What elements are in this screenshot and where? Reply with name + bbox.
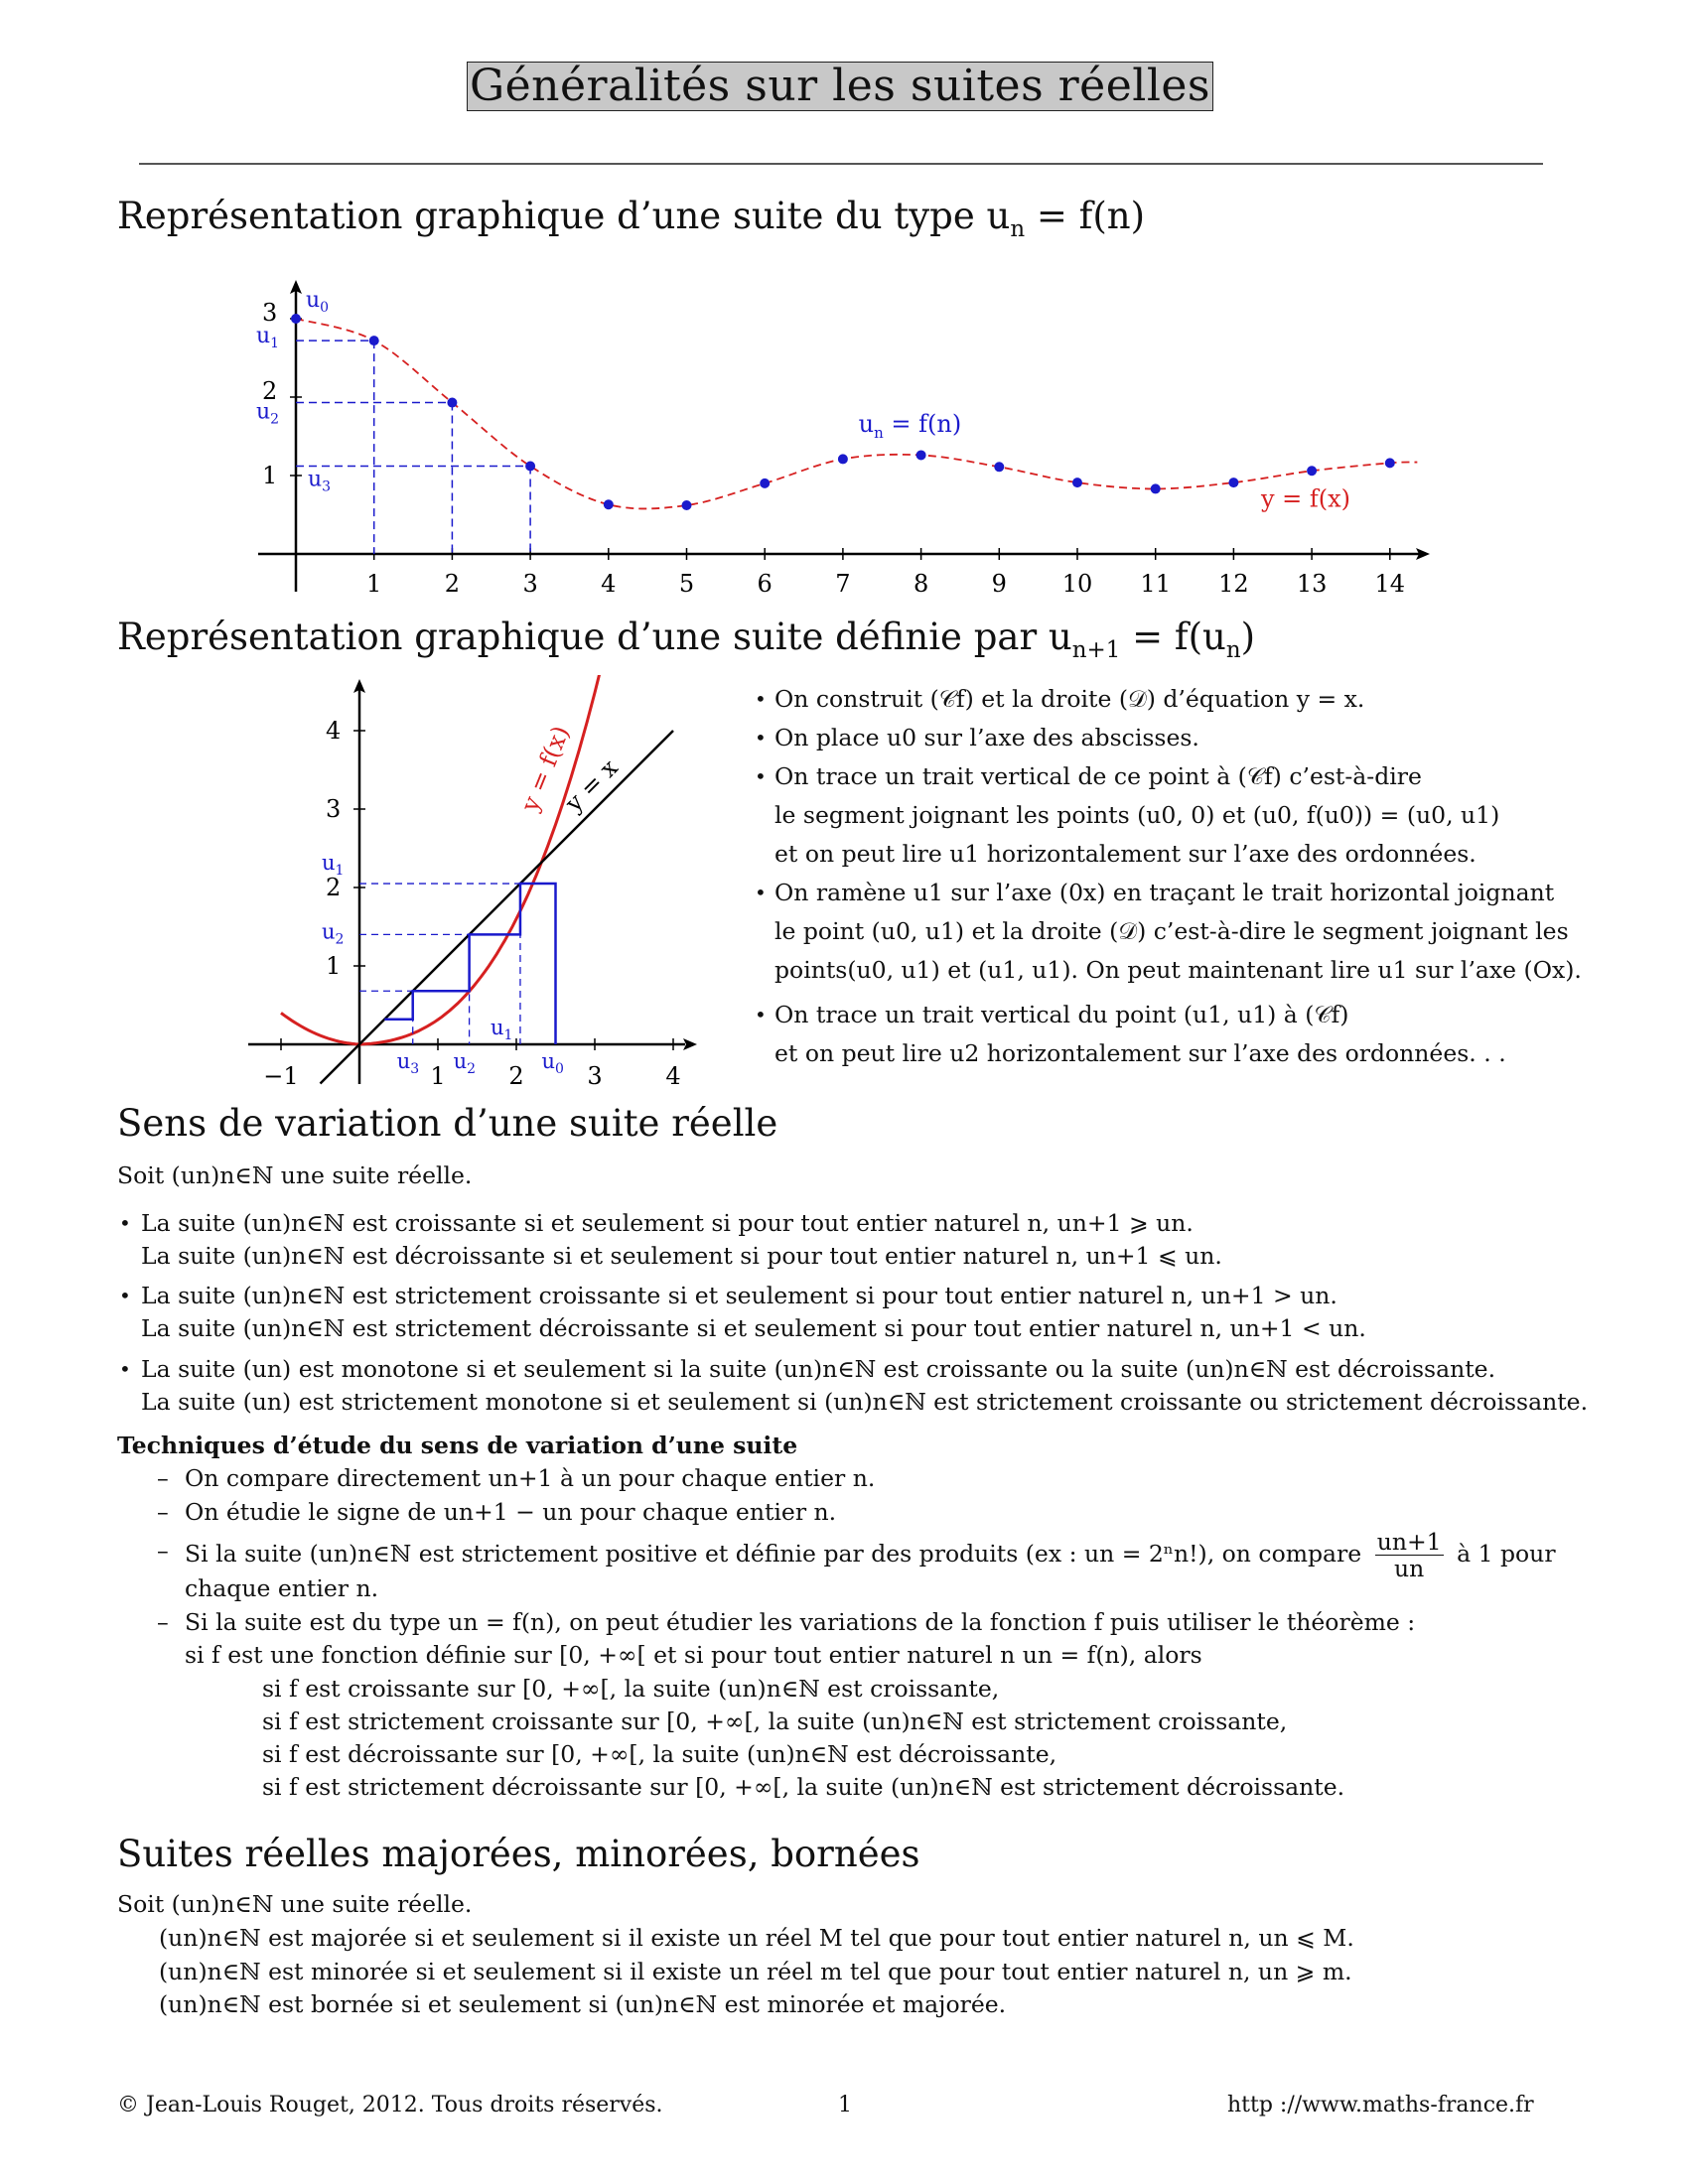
section2-heading-mid: = f(u xyxy=(1120,615,1226,658)
explanation-line: On trace un trait vertical du point (u1, u1) à (𝒞f) xyxy=(774,1001,1349,1028)
series-label-curve: y = f(x) xyxy=(1260,484,1351,513)
variation-bullet-1 xyxy=(119,1207,1222,1273)
sequence-point xyxy=(291,314,301,324)
x-axis-arrow-icon xyxy=(683,1038,697,1050)
x-tick-label: 3 xyxy=(587,1062,603,1090)
technique-text: On étudie le signe de un+1 − un pour chaque entier n. xyxy=(185,1497,837,1526)
y-tick-label: 1 xyxy=(326,952,342,980)
section3-intro: Soit (un)n∈ℕ une suite réelle. xyxy=(117,1161,473,1189)
u3-axis-label-index: 3 xyxy=(410,1061,420,1077)
explanation-item xyxy=(755,719,1582,757)
variation-line: La suite (un)n∈ℕ est strictement croissante si et seulement si pour tout entier naturel n, un+1 > un. xyxy=(141,1282,1337,1309)
explanation-line: On construit (𝒞f) et la droite (𝒟) d’équation y = x. xyxy=(774,685,1365,713)
bullet-icon: • xyxy=(755,881,767,904)
sequence-point xyxy=(838,454,848,464)
x-tick-label: 13 xyxy=(1296,570,1328,598)
u2-axis-label-index: 2 xyxy=(467,1061,477,1077)
x-tick-label: 2 xyxy=(444,570,461,598)
explanation-line: le point (u0, u1) et la droite (𝒟) c’est-à-dire le segment joignant les xyxy=(774,917,1569,945)
bullet-icon: • xyxy=(755,1003,767,1026)
bullet-icon: • xyxy=(119,1357,131,1381)
explanation-line: et on peut lire u1 horizontalement sur l’axe des ordonnées. xyxy=(774,840,1477,868)
x-tick-label: 7 xyxy=(835,570,851,598)
fraction xyxy=(1375,1529,1444,1581)
dash-icon: – xyxy=(157,1537,169,1565)
point-label xyxy=(256,324,279,351)
section2-heading-text: Représentation graphique d’une suite définie par xyxy=(117,615,1049,658)
dash-icon: – xyxy=(157,1497,169,1526)
u1-axis-label-letter: u xyxy=(490,1016,504,1039)
technique-text: Si la suite (un)n∈ℕ est strictement positive et définie par des produits (ex : un = 2ⁿn!), on compare xyxy=(185,1540,1362,1568)
u1-axis-label xyxy=(491,1016,512,1043)
y-tick-label: 3 xyxy=(326,795,342,823)
section1-heading-sub: n xyxy=(1010,216,1026,243)
section2-heading-end: ) xyxy=(1240,615,1256,658)
y-tick-label: 3 xyxy=(262,299,278,327)
section4-intro: Soit (un)n∈ℕ une suite réelle. xyxy=(117,1890,473,1918)
fraction-numerator: un+1 xyxy=(1376,1528,1442,1556)
section3-heading: Sens de variation d’une suite réelle xyxy=(117,1102,778,1145)
explanation-line: le segment joignant les points (u0, 0) et (u0, f(u0)) = (u0, u1) xyxy=(774,801,1500,829)
y-tick-label: 1 xyxy=(262,462,278,489)
footer-page-number: 1 xyxy=(838,2093,852,2117)
point-label-index: 1 xyxy=(270,336,280,352)
sequence-point xyxy=(760,478,770,488)
x-tick-label: 1 xyxy=(430,1062,446,1090)
page-title: Généralités sur les suites réelles xyxy=(467,62,1213,111)
x-tick-label: 3 xyxy=(522,570,538,598)
techniques-list xyxy=(157,1462,1556,1804)
explanation-item xyxy=(755,757,1582,874)
bound-line: (un)n∈ℕ est majorée si et seulement si il existe un réel M tel que pour tout entier naturel n, un ⩽ M. xyxy=(159,1924,1354,1952)
section4-heading: Suites réelles majorées, minorées, bornées xyxy=(117,1833,920,1875)
sequence-point xyxy=(447,398,457,408)
cobweb-diagram-chart xyxy=(248,675,705,1112)
explanation-line: et on peut lire u2 horizontalement sur l’axe des ordonnées. . . xyxy=(774,1039,1506,1067)
explanation-item xyxy=(755,874,1582,990)
section1-heading-rest: = f(n) xyxy=(1025,195,1146,237)
theorem-line: si f est croissante sur [0, +∞[, la suite (un)n∈ℕ est croissante, xyxy=(262,1674,1000,1703)
title-rule xyxy=(139,163,1543,165)
series-label-points xyxy=(859,410,962,442)
bullet-icon: • xyxy=(755,764,767,788)
sequence-point xyxy=(682,500,692,510)
variation-line: La suite (un) est monotone si et seulement si la suite (un)n∈ℕ est croissante ou la suite (un)n∈ℕ est décroissante. xyxy=(141,1355,1496,1383)
bullet-icon: • xyxy=(755,687,767,711)
bullet-icon: • xyxy=(119,1211,131,1235)
explanation-item xyxy=(755,996,1582,1073)
sequence-point xyxy=(1385,458,1395,468)
u0-axis-label-letter: u xyxy=(541,1049,556,1073)
u0-axis-label xyxy=(542,1049,564,1077)
fraction-denominator: un xyxy=(1394,1555,1425,1582)
point-label-index: 0 xyxy=(320,300,330,316)
bound-line: (un)n∈ℕ est bornée si et seulement si (un)n∈ℕ est minorée et majorée. xyxy=(159,1990,1007,2018)
x-tick-label: −1 xyxy=(263,1062,299,1090)
u2-ordinate-label-index: 2 xyxy=(335,931,345,948)
dash-icon: – xyxy=(157,1607,169,1636)
point-label-index: 3 xyxy=(322,478,332,495)
curve-label: y = f(x) xyxy=(515,722,576,816)
variation-line: La suite (un) est strictement monotone si et seulement si (un)n∈ℕ est strictement croissante ou strictement décroissante. xyxy=(141,1388,1589,1416)
theorem-line: si f est strictement décroissante sur [0, +∞[, la suite (un)n∈ℕ est strictement décroissante. xyxy=(262,1772,1345,1801)
x-tick-label: 4 xyxy=(601,570,617,598)
variation-line: La suite (un)n∈ℕ est strictement décroissante si et seulement si pour tout entier naturel n, un+1 < un. xyxy=(141,1314,1366,1342)
technique-item xyxy=(157,1528,1556,1582)
sequence-point xyxy=(1228,478,1238,487)
u1-axis-label-index: 1 xyxy=(503,1027,513,1043)
explanation-item xyxy=(755,680,1582,719)
technique-text: chaque entier n. xyxy=(185,1574,379,1602)
u2-ordinate-label xyxy=(322,919,344,947)
sequence-point xyxy=(525,462,535,472)
bound-line: (un)n∈ℕ est minorée si et seulement si il existe un réel m tel que pour tout entier naturel n, un ⩾ m. xyxy=(159,1957,1352,1985)
curve-y-equals-f-x xyxy=(296,319,1417,508)
technique-text: On compare directement un+1 à un pour chaque entier n. xyxy=(185,1464,876,1492)
x-tick-label: 14 xyxy=(1374,570,1406,598)
section2-heading-sub2: n xyxy=(1225,637,1241,664)
sequence-point xyxy=(369,336,379,345)
theorem-line: si f est décroissante sur [0, +∞[, la suite (un)n∈ℕ est décroissante, xyxy=(262,1739,1057,1768)
section2-heading-math: u xyxy=(1048,615,1072,658)
technique-item xyxy=(157,1606,1556,1640)
u1-ordinate-label-letter: u xyxy=(322,851,336,876)
point-label-letter: u xyxy=(256,399,271,425)
x-tick-label: 4 xyxy=(665,1062,681,1090)
explanation-line: On place u0 sur l’axe des abscisses. xyxy=(774,724,1199,751)
footer-copyright: © Jean-Louis Rouget, 2012. Tous droits réservés. xyxy=(117,2093,663,2117)
technique-item xyxy=(157,1462,1556,1496)
dash-icon: – xyxy=(157,1464,169,1492)
y-tick-label: 4 xyxy=(326,717,342,745)
line-label: y = x xyxy=(559,753,624,818)
series-label-n: n xyxy=(874,423,884,442)
variation-line: La suite (un)n∈ℕ est décroissante si et seulement si pour tout entier naturel n, un+1 ⩽ un. xyxy=(141,1242,1222,1270)
variation-bullet-2 xyxy=(119,1280,1366,1345)
section1-heading-text: Représentation graphique d’une suite du type xyxy=(117,195,975,237)
x-tick-label: 11 xyxy=(1140,570,1171,598)
point-label-letter: u xyxy=(308,467,323,492)
point-label-letter: u xyxy=(306,288,321,313)
series-label-u: u xyxy=(858,409,875,438)
sequence-point xyxy=(916,450,926,460)
x-tick-label: 2 xyxy=(508,1062,524,1090)
x-tick-label: 5 xyxy=(678,570,695,598)
section2-heading xyxy=(117,615,1256,664)
variation-line: La suite (un)n∈ℕ est croissante si et seulement si pour tout entier naturel n, un+1 ⩾ un. xyxy=(141,1209,1194,1237)
footer-url[interactable]: http ://www.maths-france.fr xyxy=(1227,2093,1534,2117)
point-label xyxy=(306,288,329,316)
sequence-point xyxy=(1151,483,1161,493)
theorem-line: si f est une fonction définie sur [0, +∞[ et si pour tout entier naturel n un = f(n), alors xyxy=(185,1641,1202,1669)
sequence-plot-chart xyxy=(238,278,1450,615)
u1-ordinate-label-index: 1 xyxy=(335,863,345,880)
x-tick-label: 10 xyxy=(1061,570,1093,598)
point-label-letter: u xyxy=(256,324,271,349)
series-label-rest: = f(n) xyxy=(883,409,962,438)
u0-axis-label-index: 0 xyxy=(555,1061,564,1077)
theorem-line: si f est strictement croissante sur [0, +∞[, la suite (un)n∈ℕ est strictement croissante, xyxy=(262,1706,1288,1735)
sequence-point xyxy=(994,462,1004,472)
cobweb-path xyxy=(384,884,555,1044)
x-tick-label: 8 xyxy=(913,570,929,598)
explanation-line: On trace un trait vertical de ce point à (𝒞f) c’est-à-dire xyxy=(774,762,1422,790)
explanation-line: On ramène u1 sur l’axe (0x) en traçant le trait horizontal joignant xyxy=(774,879,1555,906)
u2-ordinate-label-letter: u xyxy=(322,919,336,944)
u1-ordinate-label xyxy=(322,851,344,879)
technique-text: à 1 pour xyxy=(1457,1540,1556,1568)
x-tick-label: 6 xyxy=(757,570,773,598)
cobweb-explanation-list xyxy=(755,680,1582,1073)
u3-axis-label xyxy=(397,1049,419,1077)
sequence-point xyxy=(1072,478,1082,487)
technique-text: Si la suite est du type un = f(n), on peut étudier les variations de la fonction f puis utiliser le théorème : xyxy=(185,1607,1416,1636)
bullet-icon: • xyxy=(119,1284,131,1307)
y-tick-label: 2 xyxy=(326,874,342,901)
section2-heading-sub: n+1 xyxy=(1071,637,1121,664)
sequence-point xyxy=(1307,466,1317,476)
u2-axis-label xyxy=(454,1049,476,1077)
section4-lines xyxy=(159,1922,1354,2022)
y-tick-label: 2 xyxy=(262,377,278,405)
u2-axis-label-letter: u xyxy=(453,1049,468,1073)
x-tick-label: 12 xyxy=(1218,570,1249,598)
section1-heading xyxy=(117,195,1146,243)
point-label xyxy=(308,468,331,495)
x-tick-label: 1 xyxy=(366,570,382,598)
techniques-heading: Techniques d’étude du sens de variation d’une suite xyxy=(117,1432,798,1459)
point-label-index: 2 xyxy=(270,411,280,428)
x-tick-label: 9 xyxy=(991,570,1007,598)
explanation-line: points(u0, u1) et (u1, u1). On peut maintenant lire u1 sur l’axe (Ox). xyxy=(774,956,1582,984)
sequence-point xyxy=(604,499,614,509)
section1-heading-math: u xyxy=(986,195,1011,237)
technique-item xyxy=(157,1496,1556,1530)
u3-axis-label-letter: u xyxy=(396,1049,411,1073)
bullet-icon: • xyxy=(755,726,767,750)
variation-bullet-3 xyxy=(119,1353,1588,1419)
